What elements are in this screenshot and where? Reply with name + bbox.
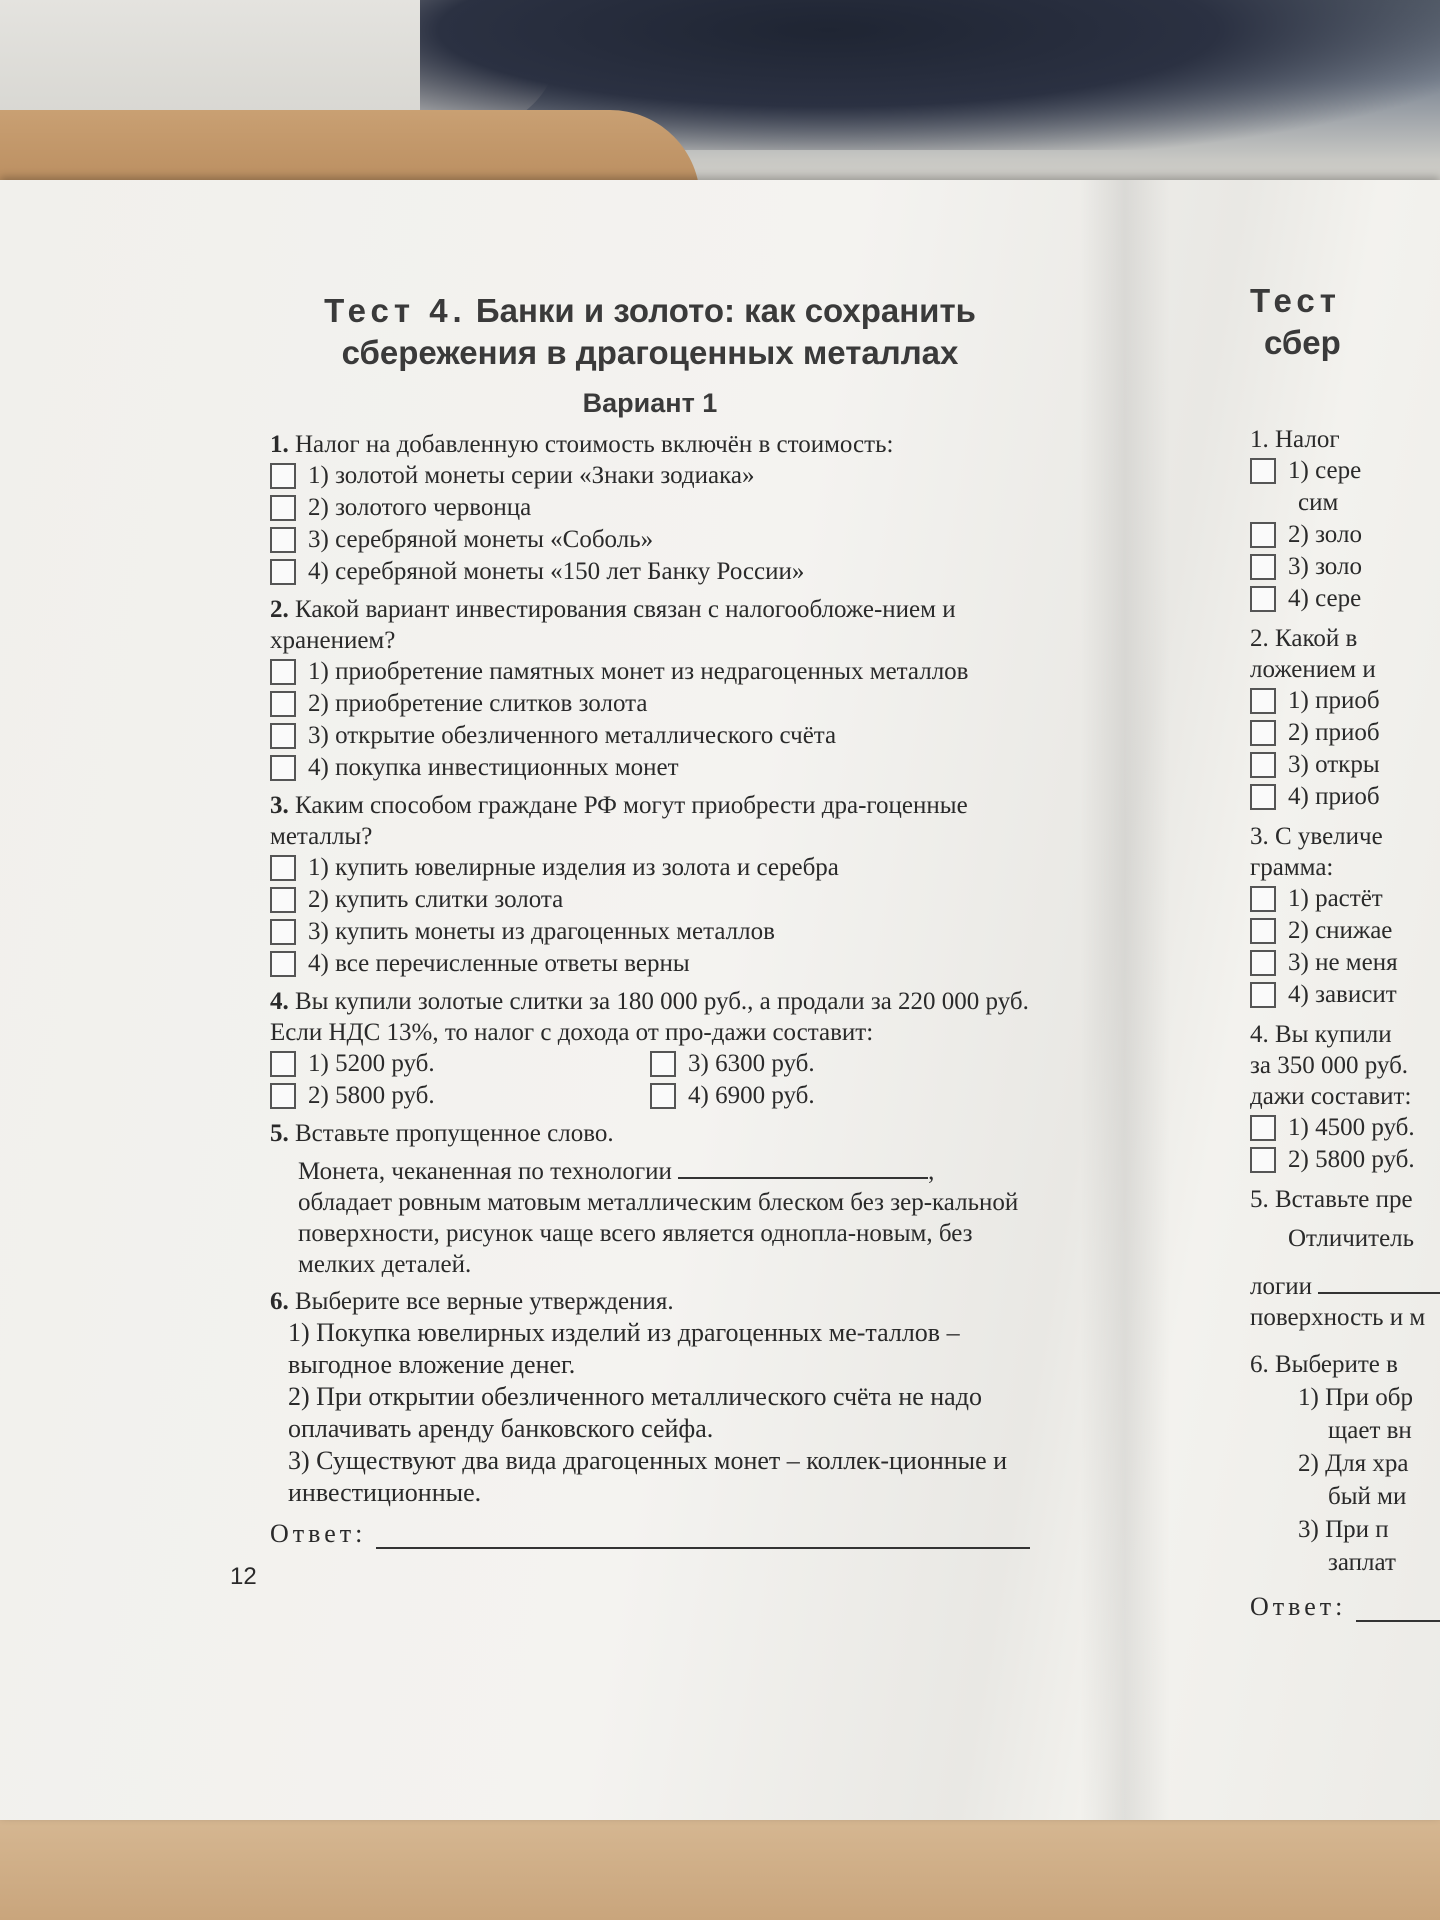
answer-option[interactable]: [270, 948, 1030, 980]
checkbox[interactable]: [270, 951, 296, 977]
right-statement-line: щает вн: [1328, 1417, 1412, 1444]
checkbox[interactable]: [1250, 1147, 1276, 1173]
checkbox[interactable]: [270, 463, 296, 489]
right-option[interactable]: [1250, 551, 1440, 583]
question-number: 4.: [270, 988, 289, 1015]
statement-3: 3) Существуют два вида драгоценных монет – коллек-ционные и инвестиционные.: [288, 1446, 1008, 1507]
right-option[interactable]: [1250, 781, 1440, 813]
answer-option[interactable]: [650, 1080, 1030, 1112]
checkbox[interactable]: [270, 1083, 296, 1109]
fill-in-blank[interactable]: [1318, 1270, 1440, 1294]
right-title: [1250, 280, 1440, 364]
right-option[interactable]: [1250, 979, 1440, 1011]
question-number: 1.: [270, 431, 289, 458]
right-question-3: 3. С увеличе: [1250, 823, 1383, 850]
right-answer-row: [1250, 1592, 1440, 1622]
answer-option[interactable]: [270, 556, 1030, 588]
right-question-3-cont: грамма:: [1250, 854, 1334, 881]
checkbox[interactable]: [1250, 886, 1276, 912]
right-question-4-cont-1: за 350 000 руб.: [1250, 1052, 1409, 1079]
question-3: [270, 790, 1030, 852]
checkbox[interactable]: [1250, 784, 1276, 810]
option-label: 4) 6900 руб.: [688, 1082, 815, 1109]
checkbox[interactable]: [1250, 688, 1276, 714]
right-statement-line: бый ми: [1328, 1483, 1407, 1510]
option-label: 2) купить слитки золота: [308, 886, 564, 913]
answer-option[interactable]: [270, 460, 1030, 492]
right-option[interactable]: [1250, 685, 1440, 717]
options-column-left: [270, 1048, 650, 1112]
option-label: 3) серебряной монеты «Соболь»: [308, 526, 654, 553]
checkbox[interactable]: [1250, 950, 1276, 976]
question-2: [270, 594, 1030, 656]
right-question-5-line-2: [1250, 1270, 1440, 1302]
right-option[interactable]: [1250, 915, 1440, 947]
option-label: 2) 5800 руб.: [308, 1082, 435, 1109]
right-option[interactable]: [1250, 1112, 1440, 1144]
option-label: 1) золотой монеты серии «Знаки зодиака»: [308, 462, 755, 489]
checkbox[interactable]: [270, 659, 296, 685]
answer-option[interactable]: [270, 752, 1030, 784]
answer-field[interactable]: [376, 1521, 1030, 1549]
question-number: 5.: [270, 1120, 289, 1147]
checkbox[interactable]: [270, 755, 296, 781]
statement-1: 1) Покупка ювелирных изделий из драгоценных ме-таллов – выгодное вложение денег.: [288, 1318, 960, 1379]
checkbox[interactable]: [270, 559, 296, 585]
right-option-continuation: сим: [1298, 489, 1339, 516]
right-title-line-2: сбер: [1264, 324, 1341, 361]
answer-option[interactable]: [650, 1048, 1030, 1080]
right-option[interactable]: [1250, 749, 1440, 781]
option-label: 4) зависит: [1288, 981, 1397, 1008]
option-label: 2) 5800 руб.: [1288, 1146, 1415, 1173]
right-statement-line: 2) Для хра: [1298, 1450, 1409, 1477]
option-label: 4) все перечисленные ответы верны: [308, 950, 690, 977]
variant-heading: Вариант 1: [582, 388, 718, 418]
right-question-4: 4. Вы купили: [1250, 1021, 1392, 1048]
answer-option[interactable]: [270, 916, 1030, 948]
test-title: [270, 290, 1030, 374]
answer-option[interactable]: [270, 688, 1030, 720]
right-option[interactable]: [1250, 717, 1440, 749]
right-question-1: 1. Налог: [1250, 426, 1340, 453]
option-label: 3) откры: [1288, 751, 1380, 778]
answer-option[interactable]: [270, 656, 1030, 688]
option-label: 2) приоб: [1288, 719, 1380, 746]
page-fold: [1080, 180, 1170, 1820]
question-4: [270, 986, 1030, 1048]
checkbox[interactable]: [1250, 918, 1276, 944]
right-option[interactable]: [1250, 455, 1440, 487]
option-label: 3) открытие обезличенного металлического счёта: [308, 722, 837, 749]
right-question-5-line-1: Отличитель: [1288, 1225, 1415, 1252]
option-label: 3) золо: [1288, 553, 1362, 580]
title-line-2: сбережения в драгоценных металлах: [341, 334, 959, 371]
right-question-2-cont: ложением и: [1250, 656, 1376, 683]
question-text: Каким способом граждане РФ могут приобрести дра-гоценные металлы?: [270, 792, 968, 850]
question-1: [270, 429, 1030, 460]
option-label: 2) приобретение слитков золота: [308, 690, 648, 717]
right-question-2: 2. Какой в: [1250, 625, 1358, 652]
option-label: 1) приобретение памятных монет из недрагоценных металлов: [308, 658, 969, 685]
option-label: 1) 5200 руб.: [308, 1050, 435, 1077]
checkbox[interactable]: [650, 1083, 676, 1109]
paragraph-end: , обладает ровным матовым металлическим блеском без зер-кальной поверхности, рисунок чаще всего является однопла-новым, без мелких деталей.: [298, 1158, 1019, 1278]
question-number: 3.: [270, 792, 289, 819]
answer-field[interactable]: [1356, 1594, 1440, 1622]
statement-2: 2) При открытии обезличенного металлического счёта не надо оплачивать аренду банковского сейфа.: [288, 1382, 982, 1443]
question-6: [270, 1286, 1030, 1317]
checkbox[interactable]: [1250, 586, 1276, 612]
right-option[interactable]: [1250, 1144, 1440, 1176]
option-label: 4) сере: [1288, 585, 1362, 612]
question-number: 2.: [270, 596, 289, 623]
right-question-5-line-3: поверхность и м: [1250, 1304, 1426, 1331]
answer-option[interactable]: [270, 884, 1030, 916]
right-option[interactable]: [1250, 947, 1440, 979]
answer-option[interactable]: [270, 524, 1030, 556]
option-label: 1) сере: [1288, 457, 1362, 484]
right-statement-line: 1) При обр: [1298, 1384, 1413, 1411]
question-text: Выберите все верные утверждения.: [288, 1288, 674, 1315]
option-label: 4) приоб: [1288, 783, 1380, 810]
checkbox[interactable]: [270, 919, 296, 945]
option-label: 3) 6300 руб.: [688, 1050, 815, 1077]
question-text: Вставьте пропущенное слово.: [288, 1120, 614, 1147]
option-label: 4) серебряной монеты «150 лет Банку России»: [308, 558, 805, 585]
option-label: 3) не меня: [1288, 949, 1398, 976]
right-option[interactable]: [1250, 883, 1440, 915]
left-page: [230, 290, 1030, 1591]
checkbox[interactable]: [1250, 1115, 1276, 1141]
question-number: 6.: [270, 1288, 289, 1315]
options-column-right: [650, 1048, 1030, 1112]
question-text: Какой вариант инвестирования связан с налогообложе-нием и хранением?: [270, 596, 956, 654]
right-statement-line: заплат: [1328, 1549, 1396, 1576]
right-page: [1250, 280, 1440, 1622]
right-statement-line: 3) При п: [1298, 1516, 1389, 1543]
right-title-line-1: Тест: [1250, 282, 1341, 319]
checkbox[interactable]: [270, 887, 296, 913]
checkbox[interactable]: [270, 855, 296, 881]
checkbox[interactable]: [1250, 522, 1276, 548]
test-number: Тест 4.: [324, 292, 467, 329]
answer-label: Ответ:: [270, 1519, 367, 1548]
checkbox[interactable]: [1250, 554, 1276, 580]
checkbox[interactable]: [270, 691, 296, 717]
answer-label: Ответ:: [1250, 1592, 1347, 1621]
answer-row: [270, 1519, 1030, 1549]
right-option[interactable]: [1250, 583, 1440, 615]
fill-in-blank[interactable]: [678, 1155, 928, 1179]
right-q5-text: логии: [1250, 1273, 1312, 1300]
option-label: 2) золотого червонца: [308, 494, 532, 521]
checkbox[interactable]: [1250, 720, 1276, 746]
option-label: 1) 4500 руб.: [1288, 1114, 1415, 1141]
answer-option[interactable]: [270, 720, 1030, 752]
paragraph-start: Монета, чеканенная по технологии: [298, 1158, 672, 1185]
checkbox[interactable]: [270, 527, 296, 553]
options-grid: [270, 1048, 1030, 1112]
question-text: Налог на добавленную стоимость включён в стоимость:: [288, 431, 894, 458]
option-label: 2) снижае: [1288, 917, 1393, 944]
option-label: 1) растёт: [1288, 885, 1383, 912]
checkbox[interactable]: [270, 1051, 296, 1077]
checkbox[interactable]: [270, 723, 296, 749]
answer-option[interactable]: [270, 492, 1030, 524]
right-option[interactable]: [1250, 519, 1440, 551]
answer-option[interactable]: [270, 1048, 650, 1080]
checkbox[interactable]: [270, 495, 296, 521]
option-label: 1) купить ювелирные изделия из золота и серебра: [308, 854, 839, 881]
answer-option[interactable]: [270, 1080, 650, 1112]
checkbox[interactable]: [1250, 982, 1276, 1008]
option-label: 4) покупка инвестиционных монет: [308, 754, 679, 781]
checkbox[interactable]: [1250, 458, 1276, 484]
checkbox[interactable]: [650, 1051, 676, 1077]
right-question-4-cont-2: дажи составит:: [1250, 1083, 1412, 1110]
fill-in-paragraph: [270, 1155, 1030, 1280]
option-label: 2) золо: [1288, 521, 1362, 548]
option-label: 1) приоб: [1288, 687, 1380, 714]
page-number: 12: [230, 1563, 257, 1590]
question-text: Вы купили золотые слитки за 180 000 руб., а продали за 220 000 руб. Если НДС 13%, то налог с дохода от про-дажи составит:: [270, 988, 1029, 1046]
checkbox[interactable]: [1250, 752, 1276, 778]
answer-option[interactable]: [270, 852, 1030, 884]
option-label: 3) купить монеты из драгоценных металлов: [308, 918, 775, 945]
right-question-6: 6. Выберите в: [1250, 1351, 1398, 1378]
question-5: [270, 1118, 1030, 1149]
title-text: Банки и золото: как сохранить: [466, 292, 976, 329]
right-question-5: 5. Вставьте пре: [1250, 1186, 1413, 1213]
